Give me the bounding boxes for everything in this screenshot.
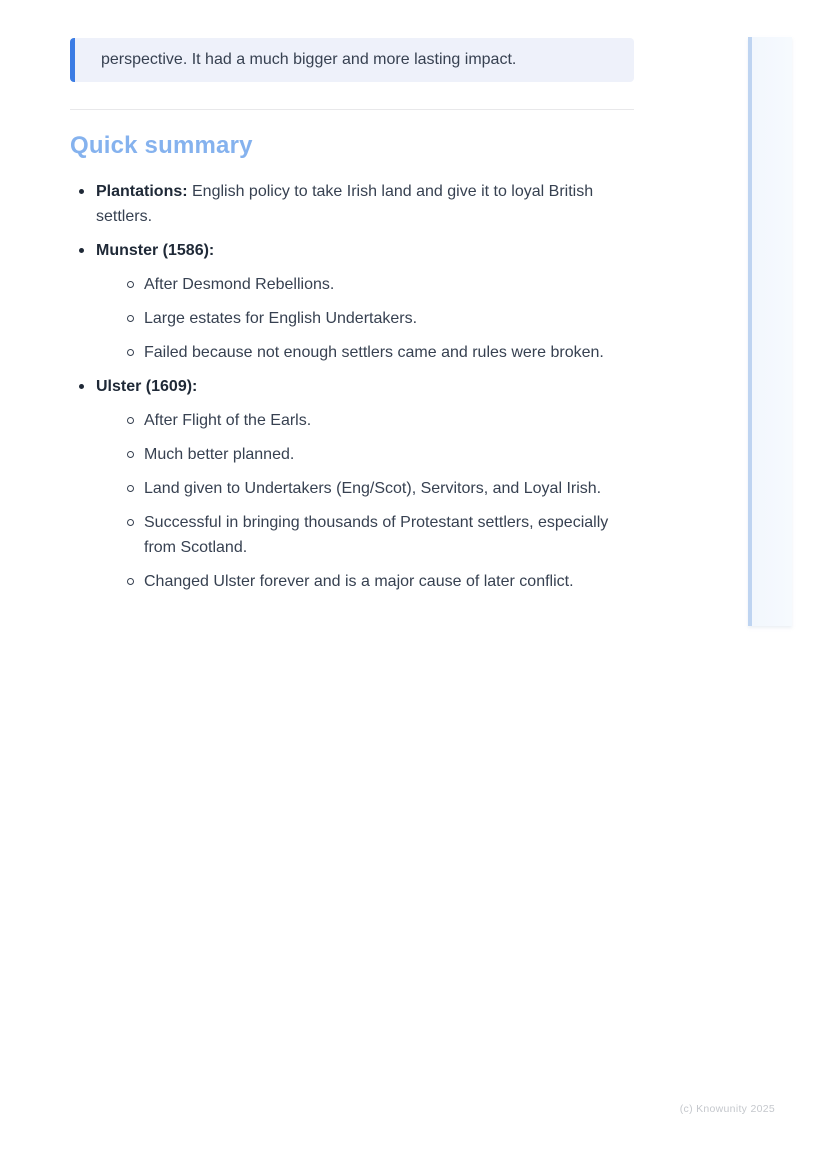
next-page-edge[interactable]	[748, 37, 792, 626]
summary-item-term: Plantations:	[96, 183, 188, 200]
section-divider	[70, 109, 634, 110]
quote-callout	[70, 38, 634, 82]
summary-item-term: Munster (1586):	[96, 242, 215, 259]
summary-list	[70, 179, 634, 594]
summary-sub-item: After Desmond Rebellions.	[120, 272, 634, 297]
summary-sub-item: After Flight of the Earls.	[120, 408, 634, 433]
summary-sub-item: Failed because not enough settlers came and rules were broken.	[120, 340, 634, 365]
summary-sub-item: Changed Ulster forever and is a major cause of later conflict.	[120, 569, 634, 594]
document-content	[70, 38, 634, 603]
summary-sub-list	[96, 408, 634, 594]
copyright-credit: (c) Knowunity 2025	[679, 1103, 775, 1115]
summary-sub-item: Land given to Undertakers (Eng/Scot), Servitors, and Loyal Irish.	[120, 476, 634, 501]
quote-callout-text: perspective. It had a much bigger and more lasting impact.	[101, 51, 517, 68]
summary-item	[70, 238, 634, 365]
summary-sub-item: Large estates for English Undertakers.	[120, 306, 634, 331]
summary-item	[70, 374, 634, 594]
summary-item-text: English policy to take Irish land and give it to loyal British settlers.	[96, 183, 594, 225]
summary-item	[70, 179, 634, 229]
summary-sub-item: Successful in bringing thousands of Protestant settlers, especially from Scotland.	[120, 510, 634, 560]
summary-sub-list	[96, 272, 634, 365]
summary-item-term: Ulster (1609):	[96, 378, 198, 395]
summary-sub-item: Much better planned.	[120, 442, 634, 467]
quick-summary-heading: Quick summary	[70, 132, 253, 159]
